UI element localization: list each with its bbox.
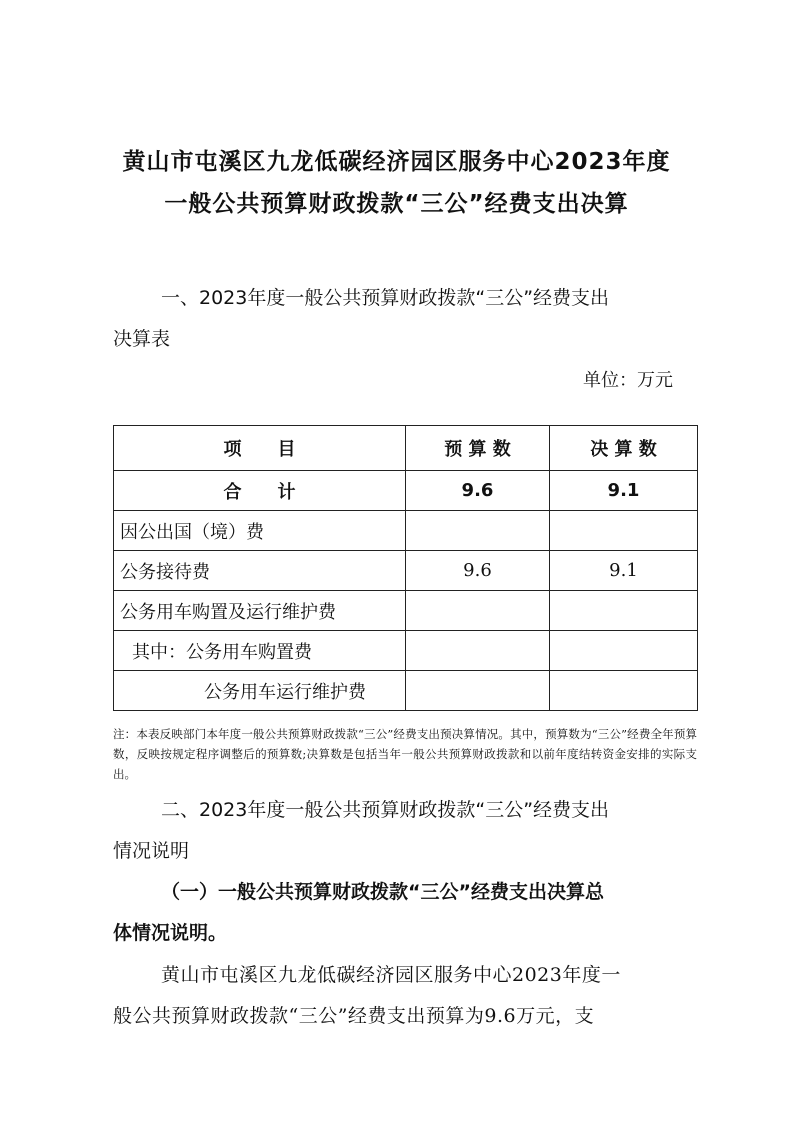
section2-heading-line2: 情况说明 [113, 840, 190, 862]
section2-heading-line1: 二、2023年度一般公共预算财政拨款“三公”经费支出 [161, 799, 610, 821]
unit-label: 单位：万元 [583, 370, 673, 391]
header-item: 项 目 [114, 426, 406, 471]
row-budget [406, 671, 550, 711]
row-item: 其中：公务用车购置费 [114, 631, 406, 671]
header-final: 决 算 数 [550, 426, 698, 471]
three-public-expenses-table [113, 425, 698, 711]
row-budget: 9.6 [406, 551, 550, 591]
section1-heading-line2: 决算表 [113, 328, 171, 350]
row-final: 9.1 [550, 471, 698, 511]
table-row [114, 551, 698, 591]
subsection1-heading-line2: 体情况说明。 [113, 922, 228, 944]
subsection1-heading-line1: （一）一般公共预算财政拨款“三公”经费支出决算总 [161, 881, 604, 903]
row-item: 公务用车运行维护费 [114, 671, 406, 711]
row-final: 9.1 [550, 551, 698, 591]
row-final [550, 631, 698, 671]
document-title-line1: 黄山市屯溪区九龙低碳经济园区服务中心2023年度 [122, 149, 671, 175]
body-paragraph-line2: 般公共预算财政拨款“三公”经费支出预算为9.6万元，支 [113, 1005, 595, 1027]
table-row-total [114, 471, 698, 511]
row-budget: 9.6 [406, 471, 550, 511]
row-item: 因公出国（境）费 [114, 511, 406, 551]
table-header-row [114, 426, 698, 471]
document-title-line2: 一般公共预算财政拨款“三公”经费支出决算 [164, 191, 629, 217]
row-budget [406, 591, 550, 631]
row-budget [406, 511, 550, 551]
row-final [550, 671, 698, 711]
table-row [114, 671, 698, 711]
table-row [114, 511, 698, 551]
row-final [550, 591, 698, 631]
body-paragraph-line1: 黄山市屯溪区九龙低碳经济园区服务中心2023年度一 [161, 964, 621, 986]
section1-heading-line1: 一、2023年度一般公共预算财政拨款“三公”经费支出 [161, 287, 610, 309]
row-item: 公务用车购置及运行维护费 [114, 591, 406, 631]
row-item: 公务接待费 [114, 551, 406, 591]
row-budget [406, 631, 550, 671]
table-note: 注：本表反映部门本年度一般公共预算财政拨款“三公”经费支出预决算情况。其中，预算数为“三公”经费全年预算数，反映按规定程序调整后的预算数;决算数是包括当年一般公共预算财政拨款和以前年度结转资金安排的实际支出。 [113, 727, 697, 781]
header-budget: 预 算 数 [406, 426, 550, 471]
row-item: 合 计 [114, 471, 406, 511]
table-row [114, 591, 698, 631]
table-row [114, 631, 698, 671]
row-final [550, 511, 698, 551]
